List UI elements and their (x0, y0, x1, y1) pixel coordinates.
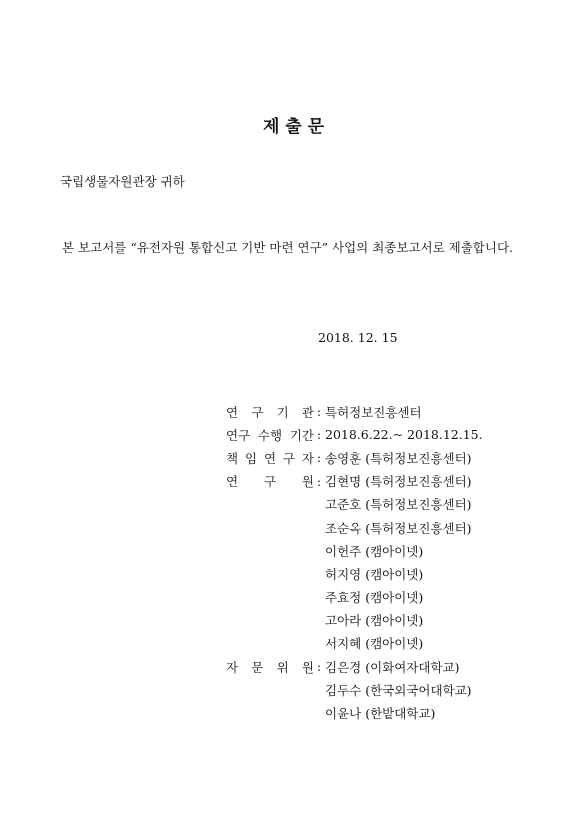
researcher-row (226, 632, 483, 655)
institution-label: 연 구 기 관 (226, 404, 314, 420)
separator: : (316, 427, 322, 443)
separator: : (316, 659, 322, 675)
researcher-row (226, 562, 483, 585)
separator: : (316, 404, 322, 420)
separator: : (316, 450, 322, 466)
lead-label: 책 임 연 구 자 (226, 450, 314, 466)
institution-value: 특허정보진흥센터 (325, 404, 422, 420)
researcher-name: 서지혜 (캠아이넷) (325, 636, 424, 652)
researcher-name: 이헌주 (캠아이넷) (325, 543, 424, 559)
advisor-name: 김두수 (한국외국어대학교) (325, 682, 472, 698)
researcher-row (226, 586, 483, 609)
period-value: 2018.6.22.~ 2018.12.15. (325, 427, 483, 443)
advisor-name: 김은경 (이화여자대학교) (325, 659, 460, 675)
addressee: 국립생물자원관장 귀하 (60, 174, 185, 189)
researcher-name: 김현명 (특허정보진흥센터) (325, 474, 472, 490)
researcher-row (226, 516, 483, 539)
period-row (226, 423, 483, 446)
submission-date: 2018. 12. 15 (318, 330, 398, 345)
institution-row (226, 400, 483, 423)
researcher-name: 조순옥 (특허정보진흥센터) (325, 520, 472, 536)
researchers-label: 연 구 원 (226, 474, 314, 490)
researcher-name: 주효정 (캠아이넷) (325, 590, 424, 606)
researcher-row (226, 539, 483, 562)
researchers-row (226, 470, 483, 493)
document-title: 제 출 문 (262, 117, 325, 137)
researcher-name: 고아라 (캠아이넷) (325, 613, 424, 629)
advisors-label: 자 문 위 원 (226, 659, 314, 675)
separator: : (316, 473, 322, 489)
lead-row (226, 446, 483, 469)
researcher-row (226, 493, 483, 516)
researcher-name: 고준호 (특허정보진흥센터) (325, 497, 472, 513)
advisor-row (226, 678, 483, 701)
research-info (226, 400, 483, 725)
lead-value: 송영훈 (특허정보진흥센터) (325, 450, 472, 466)
researcher-row (226, 609, 483, 632)
submission-statement: 본 보고서를 “유전자원 통합신고 기반 마련 연구” 사업의 최종보고서로 제출합니다. (62, 240, 513, 255)
advisors-row (226, 655, 483, 678)
researcher-name: 허지영 (캠아이넷) (325, 566, 424, 582)
advisor-row (226, 701, 483, 724)
period-label: 연구 수행 기간 (226, 427, 314, 443)
advisor-name: 이윤나 (한밭대학교) (325, 706, 436, 722)
